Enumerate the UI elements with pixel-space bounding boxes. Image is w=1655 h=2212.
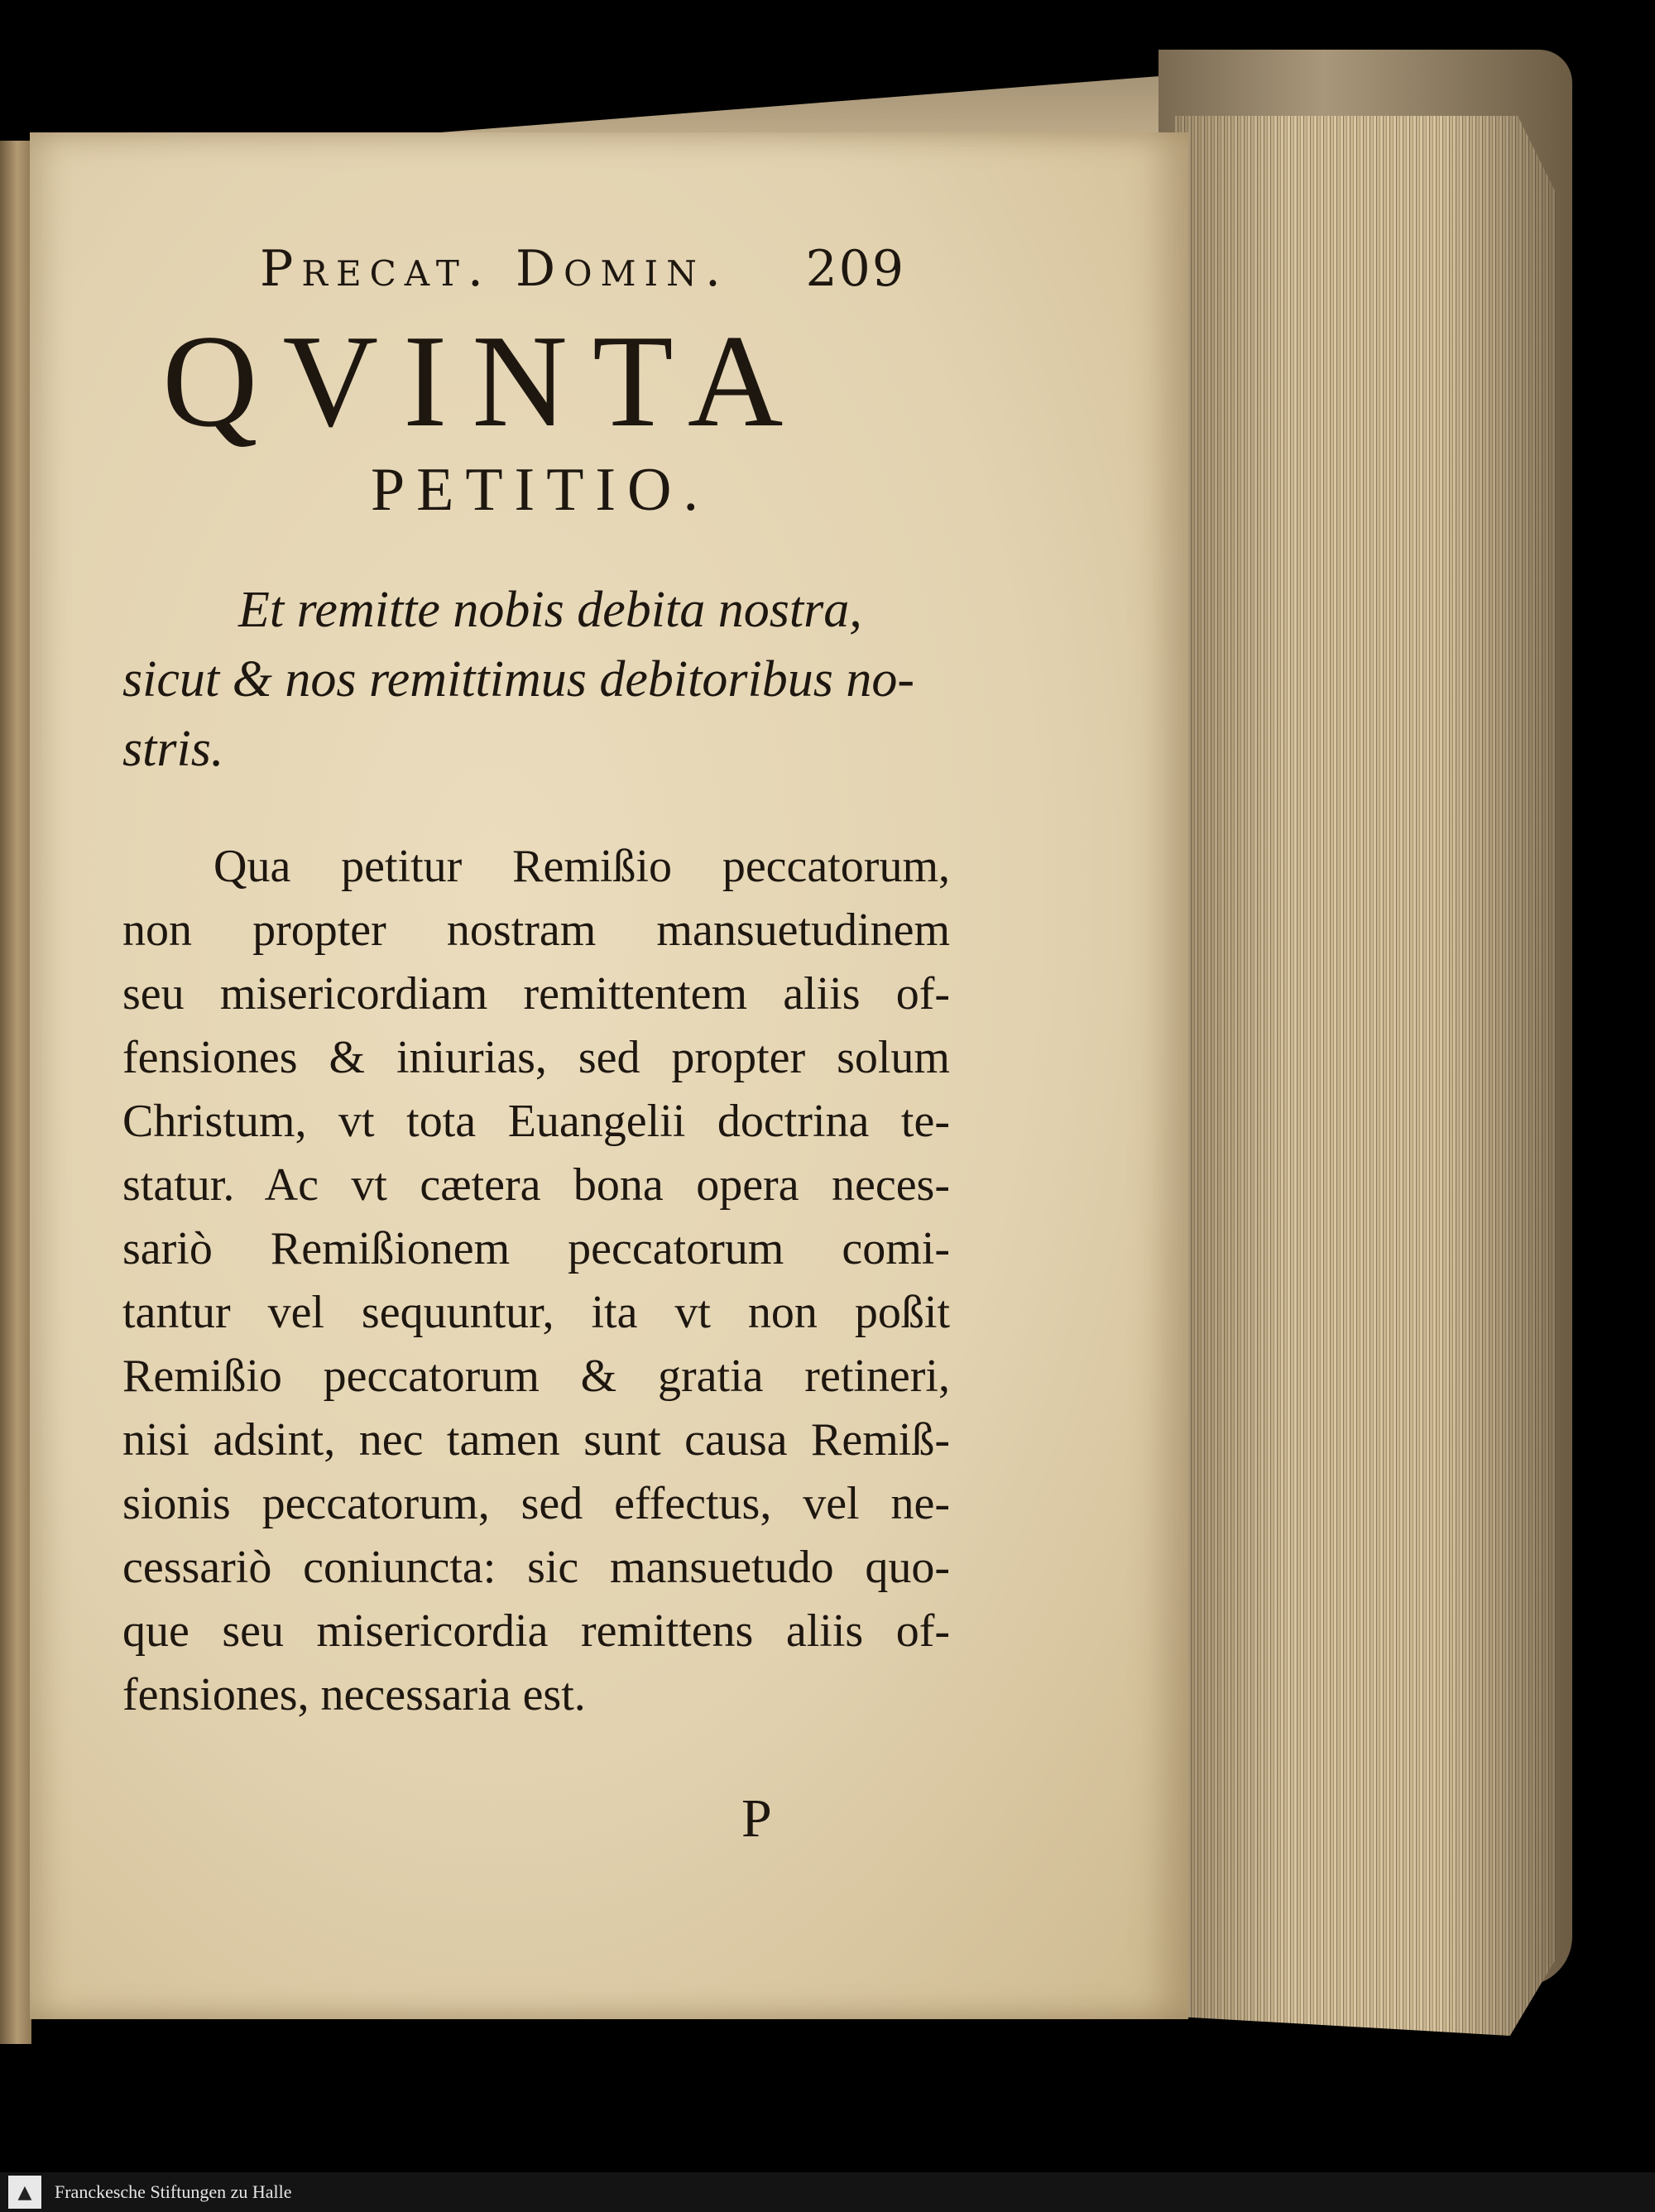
running-head-title: Precat. Domin. <box>260 240 729 298</box>
body-line: cessariò coniuncta: sic mansuetudo quo- <box>122 1542 950 1593</box>
verse-line: stris. <box>122 721 224 777</box>
running-head <box>260 240 905 298</box>
scripture-verse <box>122 575 950 784</box>
body-paragraph <box>122 835 950 1727</box>
verse-line: sicut & nos remittimus debitoribus no- <box>122 651 914 708</box>
left-page-edge <box>0 141 31 2044</box>
section-subtitle: PETITIO. <box>371 456 710 524</box>
body-line: fensiones & iniurias, sed propter solum <box>122 1032 950 1083</box>
body-line: Qua petitur Remißio peccatorum, <box>213 841 950 892</box>
fore-edge-shading <box>1175 116 1556 2036</box>
body-line: que seu misericordia remittens aliis of- <box>122 1605 950 1657</box>
body-line: nisi adsint, nec tamen sunt causa Remiß- <box>122 1414 950 1466</box>
footer-bar <box>0 2172 1655 2212</box>
verse-line: Et remitte nobis debita nostra, <box>238 582 862 638</box>
body-line: tantur vel sequuntur, ita vt non poßit <box>122 1287 950 1338</box>
book-page <box>30 132 1188 2019</box>
body-line: seu misericordiam remittentem aliis of- <box>122 968 950 1020</box>
body-line: non propter nostram mansuetudinem <box>122 904 950 956</box>
body-line: fensiones, necessaria est. <box>122 1669 586 1720</box>
institution-logo-icon: ▲ <box>8 2176 41 2209</box>
footer-credit: Franckesche Stiftungen zu Halle <box>55 2181 292 2202</box>
body-line: sariò Remißionem peccatorum comi- <box>122 1223 950 1274</box>
page-text-block <box>122 240 950 1727</box>
body-line: Christum, vt tota Euangelii doctrina te- <box>122 1096 950 1147</box>
body-line: sionis peccatorum, sed effectus, vel ne- <box>122 1478 950 1529</box>
page-number: 209 <box>805 240 905 298</box>
body-line: statur. Ac vt cætera bona opera neces- <box>122 1159 950 1211</box>
body-line: Remißio peccatorum & gratia retineri, <box>122 1351 950 1402</box>
section-title: QVINTA <box>162 307 808 454</box>
signature-mark: P <box>741 1788 772 1849</box>
